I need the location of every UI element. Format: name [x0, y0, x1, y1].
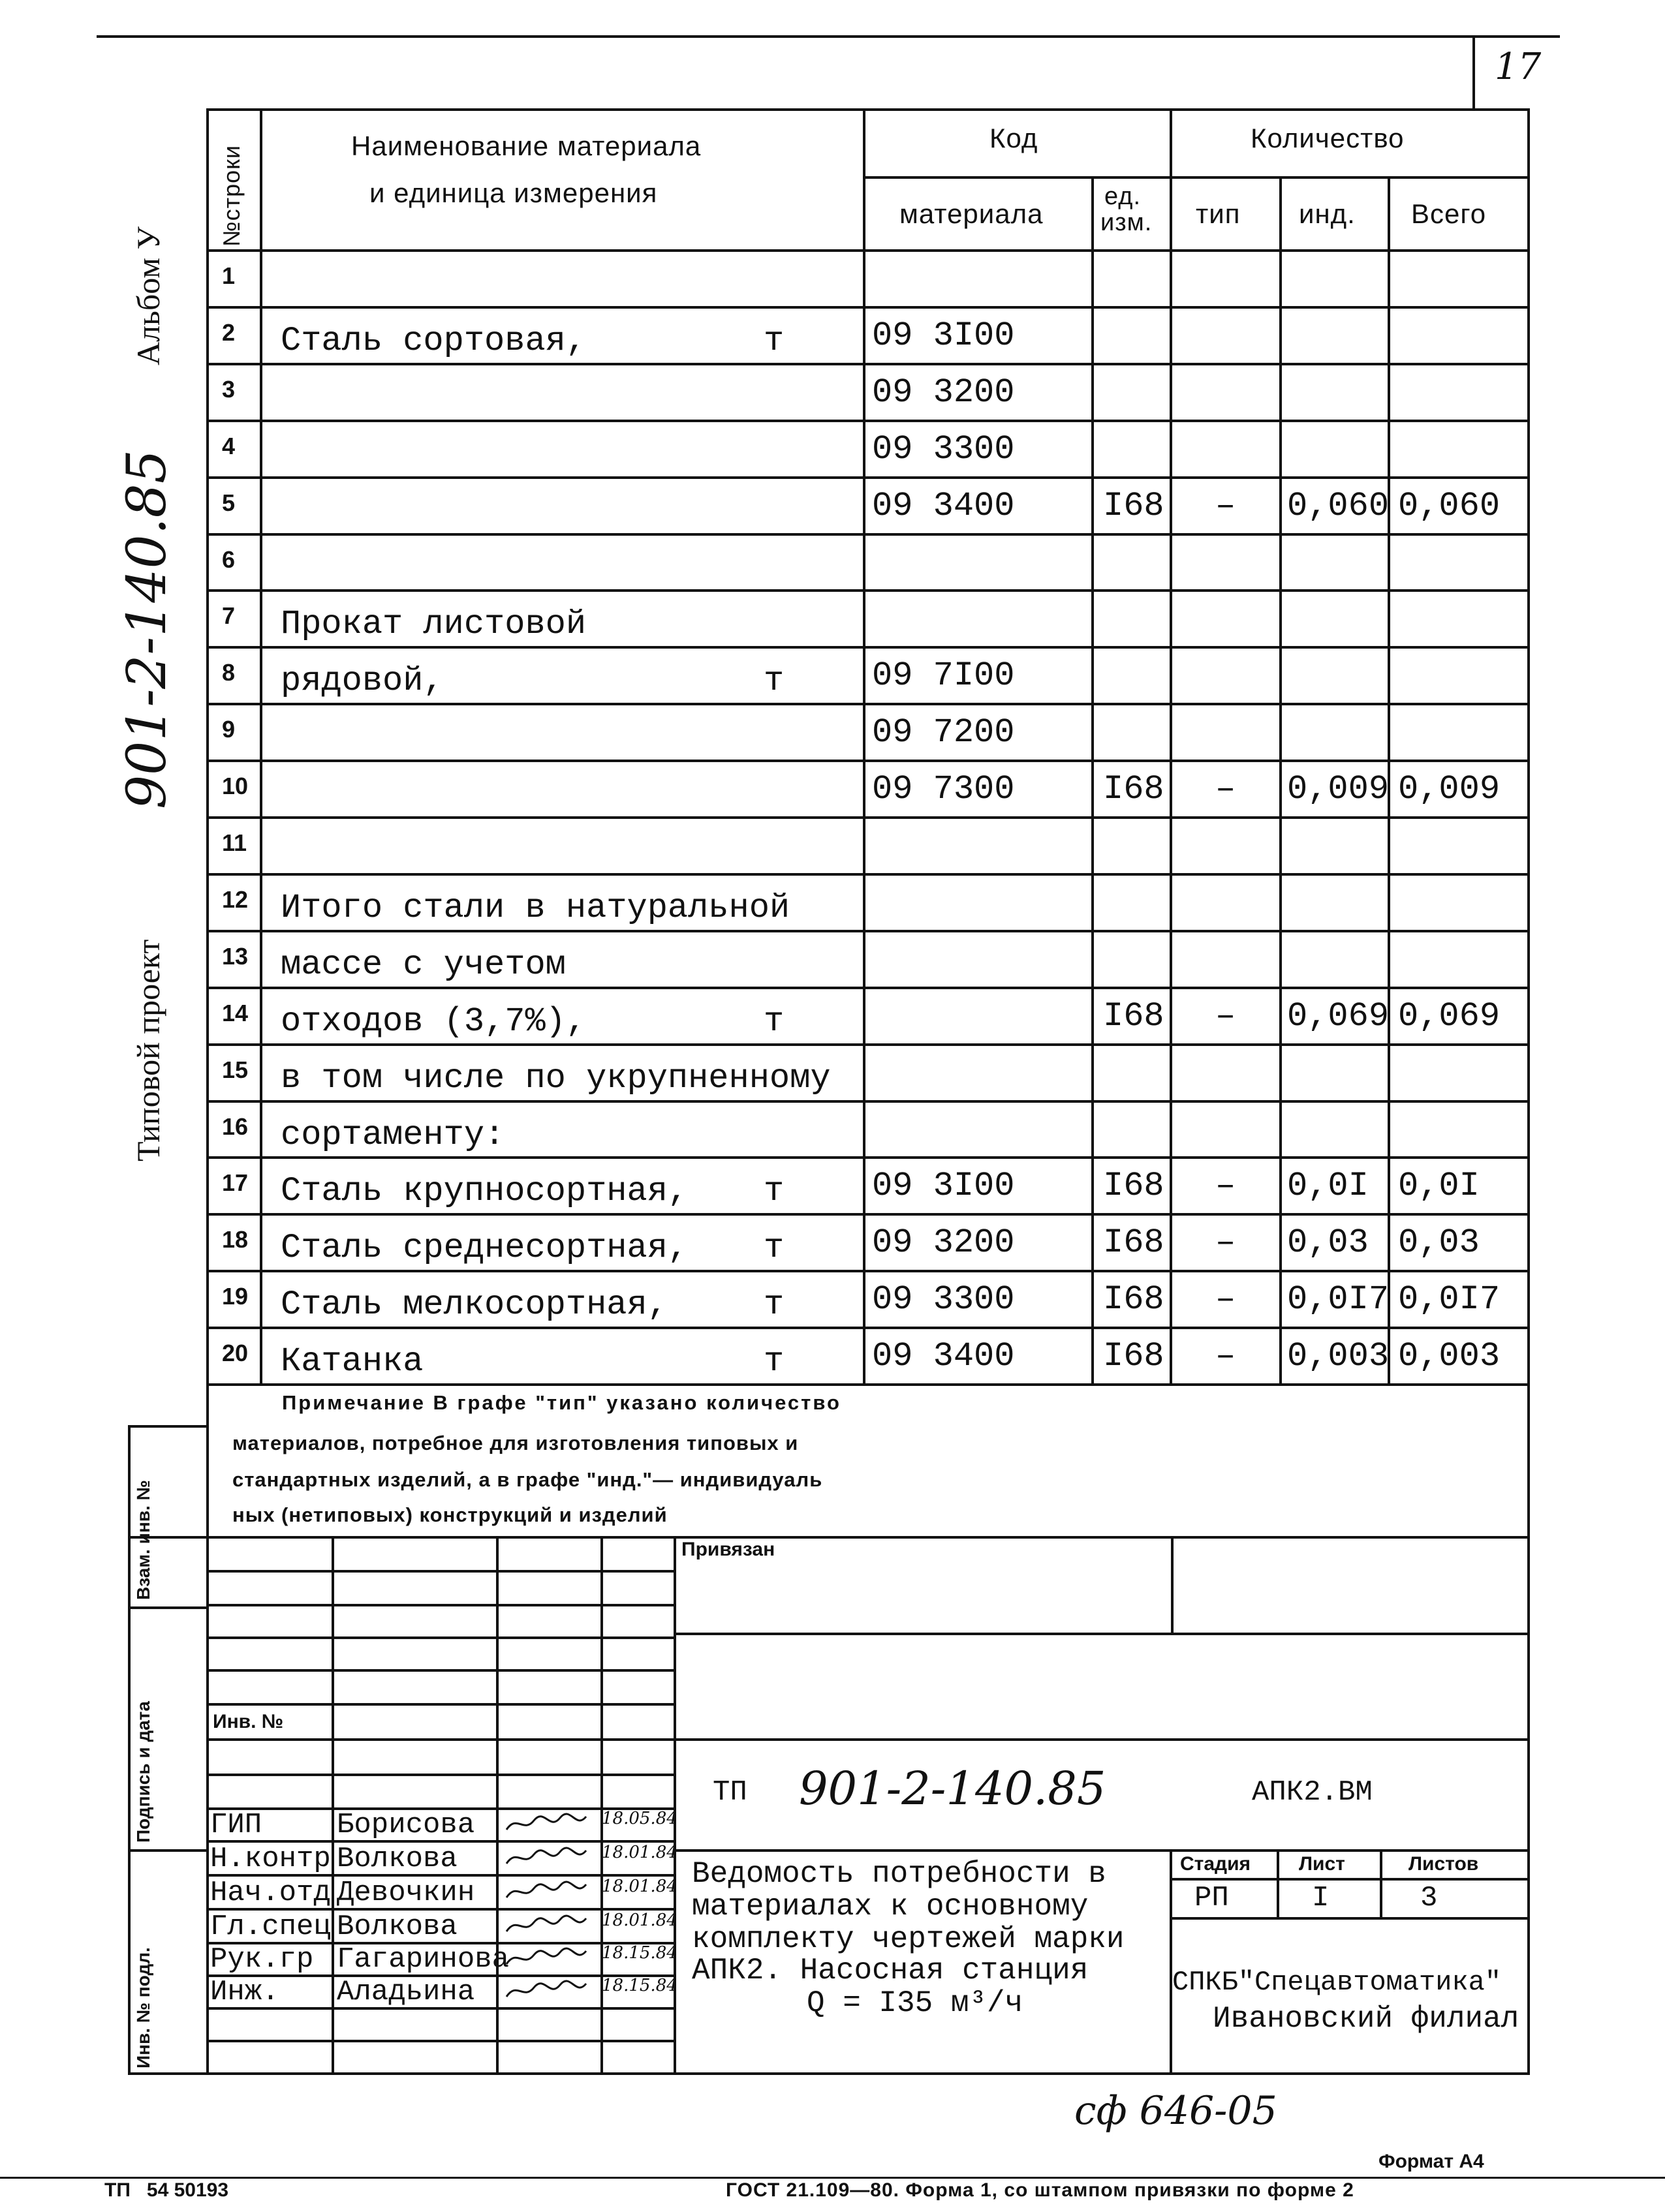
page-number: 17 — [1495, 46, 1542, 88]
row-qty-typ: – — [1215, 1337, 1236, 1376]
header-code: Код — [989, 123, 1038, 153]
row-divider — [206, 363, 1530, 365]
row-number: 16 — [222, 1113, 249, 1140]
row-number: 6 — [222, 545, 236, 573]
row-number: 10 — [222, 773, 249, 800]
signer-date: 18.05.84 — [602, 1809, 677, 1828]
row-number: 9 — [222, 716, 236, 743]
row-number: 3 — [222, 375, 236, 403]
row-material-name: сортаменту: — [281, 1115, 505, 1154]
row-material-code: 09 7300 — [872, 770, 1015, 809]
row-qty-total: 0,069 — [1398, 996, 1501, 1036]
row-unit-code: I68 — [1103, 1337, 1164, 1376]
row-material-code: 09 3200 — [872, 1223, 1015, 1263]
row-number: 8 — [222, 659, 236, 686]
privyazan-label: Привязан — [681, 1539, 775, 1560]
row-material-code: 09 3400 — [872, 486, 1015, 525]
row-unit-text: т — [764, 1002, 785, 1041]
row-number: 4 — [222, 432, 236, 459]
signer-name: Борисова — [337, 1809, 475, 1841]
sheets-label: Листов — [1408, 1853, 1479, 1875]
row-unit-code: I68 — [1103, 486, 1164, 525]
row-qty-typ: – — [1215, 486, 1236, 525]
signature-scribble — [504, 1946, 589, 1969]
row-number: 11 — [222, 829, 247, 856]
header-name-line2: и единица измерения — [369, 177, 658, 208]
stage-label: Стадия — [1180, 1853, 1251, 1875]
row-divider — [206, 816, 1530, 819]
row-number: 2 — [222, 318, 236, 346]
header-ind: инд. — [1299, 198, 1356, 229]
side-project-code: 901-2-140.85 — [116, 449, 178, 809]
row-number: 17 — [222, 1169, 249, 1197]
org-line-1: СПКБ"Спецавтоматика" — [1172, 1967, 1502, 1998]
row-unit-text: т — [764, 1229, 785, 1268]
row-divider — [206, 589, 1530, 592]
title-line-1: Ведомость потребности в — [692, 1857, 1106, 1891]
row-number: 5 — [222, 489, 236, 516]
signature-scribble — [504, 1879, 589, 1903]
row-material-name: в том числе по укрупненному — [281, 1058, 831, 1098]
sheets-value: 3 — [1420, 1882, 1438, 1914]
title-line-4: АПК2. Насосная станция — [692, 1954, 1089, 1988]
format-label: Формат А4 — [1378, 2151, 1484, 2172]
signer-date: 18.01.84 — [602, 1877, 677, 1896]
row-qty-typ: – — [1215, 1280, 1236, 1319]
signer-role: Нач.отд — [210, 1877, 331, 1909]
row-material-name: Итого стали в натуральной — [281, 888, 790, 927]
handwritten-note: сф 646-05 — [1074, 2088, 1277, 2134]
side-vzam: Взам. инв. № — [133, 1480, 153, 1600]
top-rule — [97, 35, 1560, 38]
signer-date: 18.01.84 — [602, 1911, 677, 1930]
org-line-2: Ивановский филиал — [1213, 2002, 1519, 2036]
side-typical-project: Типовой проект — [130, 939, 166, 1161]
row-material-code: 09 7I00 — [872, 656, 1015, 696]
row-qty-typ: – — [1215, 770, 1236, 809]
row-material-code: 09 3200 — [872, 373, 1015, 412]
row-unit-code: I68 — [1103, 1167, 1164, 1206]
signature-scribble — [504, 1811, 589, 1835]
row-number: 14 — [222, 999, 249, 1026]
title-line-3: комплекту чертежей марки — [692, 1922, 1125, 1956]
signer-date: 18.01.84 — [602, 1843, 677, 1862]
signer-role: Рук.гр — [210, 1943, 314, 1976]
side-podpis: Подпись и дата — [133, 1701, 153, 1843]
row-divider — [206, 1043, 1530, 1046]
row-material-name: Сталь крупносортная, — [281, 1172, 689, 1211]
footer-left: ТП 54 50193 — [104, 2179, 229, 2201]
header-name-line1: Наименование материала — [351, 131, 702, 161]
row-unit-code: I68 — [1103, 996, 1164, 1036]
row-divider — [206, 420, 1530, 422]
row-divider — [206, 873, 1530, 876]
row-qty-total: 0,0I — [1398, 1167, 1480, 1206]
row-unit-text: т — [764, 1285, 785, 1325]
row-qty-total: 0,03 — [1398, 1223, 1480, 1263]
header-rownum: №строки — [218, 144, 245, 247]
row-divider — [206, 987, 1530, 989]
row-divider — [206, 1327, 1530, 1329]
stage-value: РП — [1194, 1882, 1229, 1914]
row-material-name: Сталь мелкосортная, — [281, 1285, 668, 1325]
row-divider — [206, 1213, 1530, 1216]
row-qty-ind: 0,009 — [1287, 770, 1390, 809]
row-qty-ind: 0,060 — [1287, 486, 1390, 525]
tp-label: ТП — [713, 1776, 747, 1809]
row-divider — [206, 1270, 1530, 1272]
row-material-code: 09 3I00 — [872, 1167, 1015, 1206]
row-qty-ind: 0,003 — [1287, 1337, 1390, 1376]
row-qty-typ: – — [1215, 1223, 1236, 1263]
signer-name: Волкова — [337, 1911, 458, 1943]
row-number: 20 — [222, 1340, 249, 1367]
row-unit-text: т — [764, 1172, 785, 1211]
row-material-name: Сталь сортовая, — [281, 321, 587, 360]
side-inv-podl: Инв. № подл. — [133, 1947, 153, 2068]
header-quantity: Количество — [1251, 123, 1405, 153]
row-material-name: Катанка — [281, 1342, 424, 1381]
footer-rule — [0, 2177, 1665, 2179]
row-divider — [206, 930, 1530, 932]
note-line1: Примечание В графе "тип" указано количество — [282, 1391, 841, 1414]
row-qty-ind: 0,0I — [1287, 1167, 1369, 1206]
row-material-code: 09 7200 — [872, 713, 1015, 752]
title-line-5: Q = I35 м³/ч — [807, 1986, 1023, 2020]
header-typ: тип — [1196, 198, 1241, 229]
signature-scribble — [504, 1978, 589, 2002]
signature-scribble — [504, 1913, 589, 1937]
row-material-code: 09 3400 — [872, 1337, 1015, 1376]
row-divider — [206, 476, 1530, 479]
row-unit-text: т — [764, 662, 785, 701]
footer-gost: ГОСТ 21.109—80. Форма 1, со штампом привязки по форме 2 — [726, 2179, 1354, 2201]
page-number-box-edge — [1472, 35, 1475, 108]
row-material-code: 09 3I00 — [872, 316, 1015, 355]
row-unit-code: I68 — [1103, 1280, 1164, 1319]
signer-date: 18.15.84 — [602, 1976, 677, 1995]
row-number: 13 — [222, 942, 249, 970]
signer-name: Волкова — [337, 1843, 458, 1875]
row-qty-typ: – — [1215, 996, 1236, 1036]
signer-name: Гагаринова — [337, 1943, 510, 1976]
title-line-2: материалах к основному — [692, 1890, 1089, 1924]
signer-date: 18.15.84 — [602, 1943, 677, 1963]
row-divider — [206, 646, 1530, 649]
row-unit-code: I68 — [1103, 770, 1164, 809]
row-number: 12 — [222, 885, 249, 913]
row-divider — [206, 533, 1530, 536]
row-material-name: рядовой, — [281, 662, 444, 701]
signer-name: Аладьина — [337, 1976, 475, 2008]
signer-name: Девочкин — [337, 1877, 475, 1909]
row-qty-typ: – — [1215, 1167, 1236, 1206]
row-divider — [206, 760, 1530, 762]
row-divider — [206, 1100, 1530, 1103]
signer-role: Гл.спец — [210, 1911, 331, 1943]
row-number: 19 — [222, 1283, 249, 1310]
inv-no-label: Инв. № — [213, 1711, 284, 1732]
sheet-label: Лист — [1299, 1853, 1345, 1875]
row-material-name: Прокат листовой — [281, 605, 587, 644]
row-qty-total: 0,003 — [1398, 1337, 1501, 1376]
row-number: 1 — [222, 262, 236, 289]
row-material-name: Сталь среднесортная, — [281, 1229, 689, 1268]
row-divider — [206, 1156, 1530, 1159]
row-material-code: 09 3300 — [872, 1280, 1015, 1319]
tp-number: 901-2-140.85 — [799, 1762, 1106, 1815]
row-number: 7 — [222, 602, 236, 630]
row-material-code: 09 3300 — [872, 429, 1015, 469]
sheet-value: I — [1312, 1882, 1330, 1914]
row-qty-ind: 0,069 — [1287, 996, 1390, 1036]
row-number: 15 — [222, 1056, 249, 1083]
row-qty-ind: 0,03 — [1287, 1223, 1369, 1263]
row-divider — [206, 306, 1530, 309]
header-unit-1: ед. — [1104, 183, 1142, 210]
row-number: 18 — [222, 1226, 249, 1253]
note-line3: стандартных изделий, а в графе "инд."— индивидуаль — [232, 1468, 823, 1491]
header-total: Всего — [1411, 198, 1487, 229]
header-material: материала — [899, 198, 1044, 229]
row-divider — [206, 703, 1530, 705]
row-unit-code: I68 — [1103, 1223, 1164, 1263]
row-material-name: массе с учетом — [281, 945, 566, 984]
signer-role: Н.контр — [210, 1843, 331, 1875]
row-unit-text: т — [764, 1342, 785, 1381]
row-material-name: отходов (3,7%), — [281, 1002, 587, 1041]
signer-role: Инж. — [210, 1976, 279, 2008]
row-qty-total: 0,0I7 — [1398, 1280, 1501, 1319]
note-line4: ных (нетиповых) конструкций и изделий — [232, 1503, 668, 1526]
note-line2: материалов, потребное для изготовления типовых и — [232, 1432, 799, 1454]
row-qty-total: 0,060 — [1398, 486, 1501, 525]
signer-role: ГИП — [210, 1809, 262, 1841]
row-qty-ind: 0,0I7 — [1287, 1280, 1390, 1319]
side-album: Альбом У — [130, 226, 166, 365]
row-unit-text: т — [764, 321, 785, 360]
header-unit-2: изм. — [1100, 209, 1153, 236]
row-qty-total: 0,009 — [1398, 770, 1501, 809]
signature-scribble — [504, 1845, 589, 1869]
drawing-mark: АПК2.ВМ — [1252, 1776, 1373, 1809]
